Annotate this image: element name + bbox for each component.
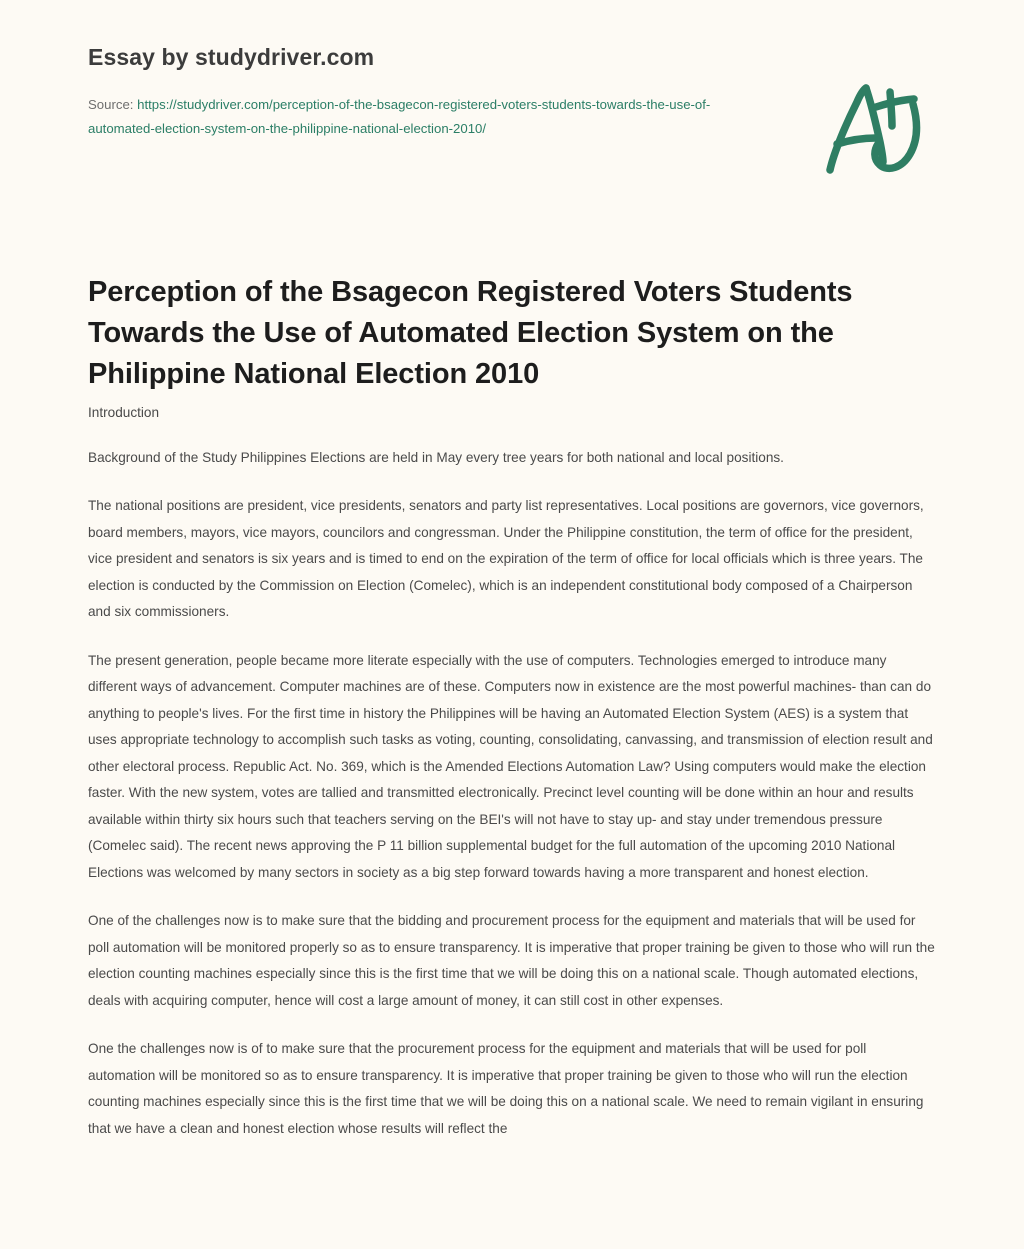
source-url-link[interactable]: https://studydriver.com/perception-of-the-bsagecon-registered-voters-students-towards-the-use-of-automated-election-system-on-the-philippine-national-election-2010/ [88,96,711,137]
a-plus-logo-icon [820,82,932,178]
body-paragraph: One the challenges now is of to make sure that the procurement process for the equipment and materials that will be used for poll automation will be monitored so as to ensure transparency. It is imperative that proper training be given to those who will run the election counting machines especially since this is the first time that we will be doing this on a national scale. We need to remain vigilant in ensuring that we have a clean and honest election whose results will reflect the [88,1041,924,1136]
page-title: Perception of the Bsagecon Registered Voters Students Towards the Use of Automated Election System on the Philippine National Election 2010 [88,276,853,391]
section-heading-introduction: Introduction [88,405,160,420]
document-body [88,402,936,1142]
document-header [88,44,936,141]
essay-byline: Essay by studydriver.com [88,44,375,70]
body-paragraph: The present generation, people became more literate especially with the use of computers. Technologies emerged to introduce many different ways of advancement. Computer machines are of these. Computers now in existence are the most powerful machines- than can do anything to people's lives. For the first time in history the Philippines will be having an Automated Election System (AES) is a system that uses appropriate technology to accomplish such tasks as voting, counting, consolidating, canvassing, and transmission of election result and other electoral process. Republic Act. No. 369, which is the Amended Elections Automation Law? Using computers would make the election faster. With the new system, votes are tallied and transmitted electronically. Precinct level counting will be done within an hour and results available within thirty six hours such that teachers serving on the BEI's will not have to stay up- and stay under tremendous pressure (Comelec said). The recent news approving the P 11 billion supplemental budget for the full automation of the upcoming 2010 National Elections was welcomed by many sectors in society as a big step forward towards having a more transparent and honest election. [88,652,933,880]
body-paragraph: One of the challenges now is to make sure that the bidding and procurement process for the equipment and materials that will be used for poll automation will be monitored properly so as to ensure transparency. It is imperative that proper training be given to those who will run the election counting machines especially since this is the first time that we will be doing this on a national scale. Though automated elections, deals with acquiring computer, hence will cost a large amount of money, it can still cost in other expenses. [88,913,935,1008]
body-paragraph: Background of the Study Philippines Elections are held in May every tree years for both national and local positions. [88,449,784,465]
source-label: Source: [88,96,134,112]
source-line [88,93,753,142]
body-paragraph: The national positions are president, vice presidents, senators and party list representatives. Local positions are governors, vice governors, board members, mayors, vice mayors, councilors and congressman. Under the Philippine constitution, the term of office for the president, vice president and senators is six years and is timed to end on the expiration of the term of office for local officials which is three years. The election is conducted by the Commission on Election (Comelec), which is an independent constitutional body composed of a Chairperson and six commissioners. [88,498,924,620]
